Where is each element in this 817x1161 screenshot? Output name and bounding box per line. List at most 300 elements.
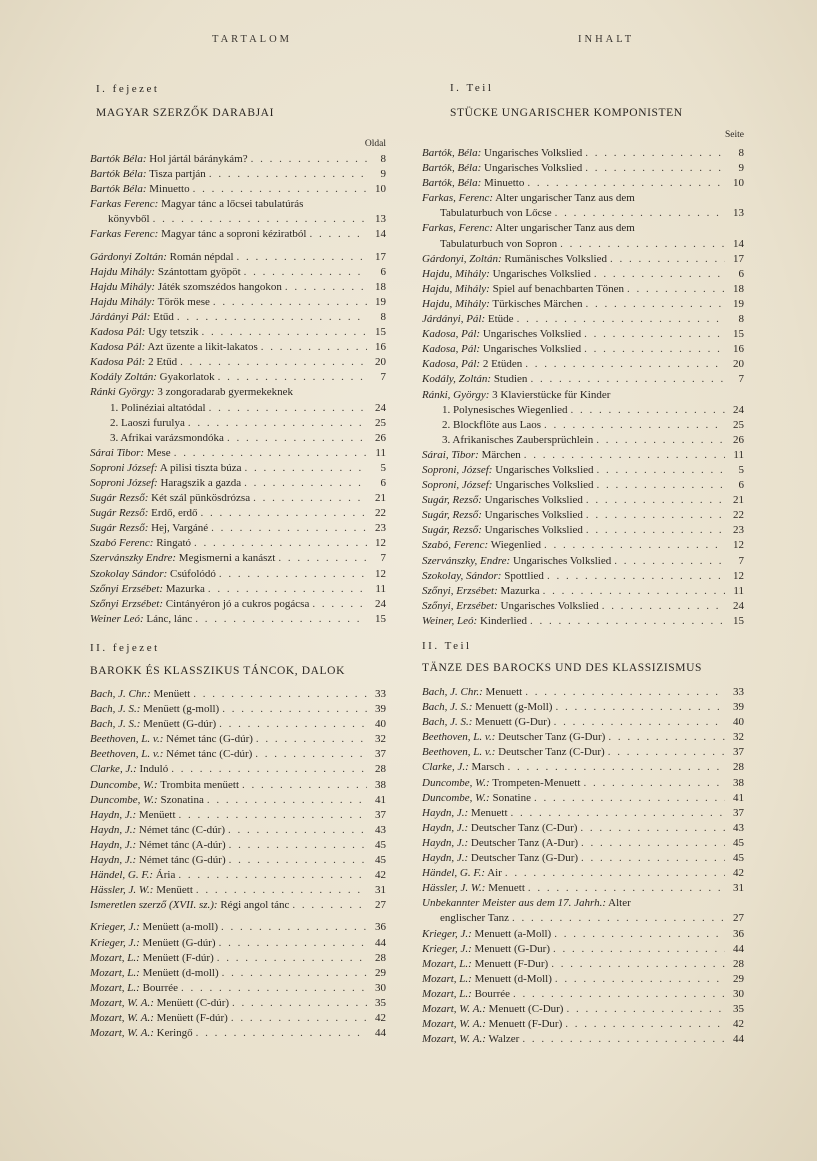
entry-text <box>422 221 635 236</box>
toc-entry <box>422 776 744 791</box>
composer-name: Hässler, J. W.: <box>422 882 486 895</box>
composer-name: Ránki György: <box>90 386 155 399</box>
entry-text <box>442 403 568 418</box>
composer-name: Duncombe, W.: <box>90 778 158 791</box>
piece-title: Játék szomszédos hangokon <box>157 280 282 293</box>
entry-text <box>422 388 610 403</box>
entry-text <box>90 883 193 898</box>
composer-name: Kadosa Pál: <box>90 356 146 369</box>
composer-name: Járdányi Pál: <box>90 310 151 323</box>
composer-name: Krieger, J.: <box>90 921 140 934</box>
entry-text <box>90 951 214 966</box>
page-number: 10 <box>375 183 386 196</box>
composer-name: Unbekannter Meister aus dem 17. Jahrh.: <box>422 897 607 910</box>
composer-name: Járdányi, Pál: <box>422 313 486 326</box>
piece-title: Deutscher Tanz (A-Dur) <box>470 836 579 849</box>
leader-dots <box>608 730 725 745</box>
composer-name: Mozart, L.: <box>422 972 472 985</box>
toc-entry <box>422 851 744 866</box>
piece-title: Menüett (G-dúr) <box>143 718 217 731</box>
leader-dots <box>522 1032 725 1047</box>
entry-text <box>90 355 177 370</box>
toc-entry <box>90 182 386 197</box>
toc-entry <box>422 448 744 463</box>
entry-text <box>110 401 206 416</box>
composer-name: Bach, J. S.: <box>422 716 473 729</box>
group-spacer <box>90 243 386 250</box>
toc-entry <box>90 981 386 996</box>
piece-title: Azt üzente a likit-lakatos <box>147 341 258 354</box>
leader-dots <box>586 523 725 538</box>
piece-title: Bourrée <box>474 987 510 1000</box>
toc-entry <box>90 597 386 612</box>
toc-entry <box>422 554 744 569</box>
composer-name: Haydn, J.: <box>90 808 137 821</box>
toc-entry <box>422 1002 744 1017</box>
composer-name: Clarke, J.: <box>422 761 469 774</box>
entry-text <box>422 191 635 206</box>
composer-name: Szokolay, Sándor: <box>422 569 502 582</box>
entry-text <box>442 433 593 448</box>
toc-entry <box>422 584 744 599</box>
entry-text <box>422 554 611 569</box>
toc-entry <box>90 1026 386 1041</box>
composer-name: Soproni, József: <box>422 479 493 492</box>
page-column-header-de: Seite <box>725 130 744 140</box>
composer-name: Haydn, J.: <box>422 821 469 834</box>
leader-dots <box>597 463 725 478</box>
entry-text <box>90 853 226 868</box>
entry-text <box>422 1017 562 1032</box>
leader-dots <box>586 493 725 508</box>
piece-title: Menüett <box>153 688 191 700</box>
piece-title: Sonatine <box>492 791 531 804</box>
leader-dots <box>312 597 367 612</box>
page-number: 8 <box>738 147 744 159</box>
toc-entry <box>422 760 744 775</box>
composer-name: Gárdonyi Zoltán: <box>90 250 167 263</box>
page-number: 6 <box>738 267 744 280</box>
composer-name: Kadosa, Pál: <box>422 358 481 371</box>
leader-dots <box>555 972 725 987</box>
leader-dots <box>180 355 367 370</box>
leader-dots <box>278 551 367 566</box>
piece-title: Ungarisches Volkslied <box>492 267 591 280</box>
entry-text <box>90 732 253 747</box>
leader-dots <box>524 448 725 463</box>
entry-text <box>422 821 577 836</box>
toc-entry <box>90 966 386 981</box>
entry-text <box>90 808 176 823</box>
piece-title: Csúfolódó <box>170 567 216 580</box>
entry-text <box>90 551 275 566</box>
page-number: 42 <box>733 867 744 880</box>
leader-dots <box>193 182 367 197</box>
toc-entry <box>422 221 744 236</box>
leader-dots <box>505 866 725 881</box>
piece-title: Menüett <box>138 808 176 821</box>
piece-title: Hej, Vargáné <box>151 522 209 535</box>
piece-title: Trompeten-Menuett <box>492 776 581 789</box>
piece-title: 1. Polynesisches Wiegenlied <box>442 403 568 416</box>
toc-entry <box>90 920 386 935</box>
page-number: 13 <box>733 207 744 220</box>
piece-title: Menüett (d-moll) <box>142 966 219 979</box>
toc-entry <box>422 881 744 896</box>
toc-entry <box>422 463 744 478</box>
entry-text <box>90 612 192 627</box>
page-number: 29 <box>375 966 386 979</box>
page-number: 7 <box>380 552 386 565</box>
piece-title: Szonatina <box>160 793 204 806</box>
chapter-2-label-hu: II. fejezet <box>90 642 160 654</box>
leader-dots <box>244 476 367 491</box>
entry-text <box>90 687 190 702</box>
composer-name: Beethoven, L. v.: <box>90 748 164 761</box>
composer-name: Szőnyi, Erzsébet: <box>422 584 498 597</box>
page-number: 41 <box>733 791 744 804</box>
composer-name: Krieger, J.: <box>90 936 140 949</box>
piece-title: Minuetto <box>149 183 190 196</box>
toc-entry <box>422 866 744 881</box>
page-number: 20 <box>375 356 386 369</box>
leader-dots <box>217 951 367 966</box>
piece-title: Keringő <box>156 1027 193 1040</box>
leader-dots <box>534 791 725 806</box>
toc-entry <box>90 853 386 868</box>
entry-text <box>422 569 544 584</box>
leader-dots <box>181 981 367 996</box>
toc-entry <box>422 146 744 161</box>
composer-name: Soproni József: <box>90 476 158 489</box>
page-number: 37 <box>375 748 386 761</box>
page-number: 7 <box>738 373 744 386</box>
toc-entry <box>90 702 386 717</box>
toc-entry <box>90 1011 386 1026</box>
page-number: 39 <box>375 703 386 716</box>
leader-dots <box>219 936 367 951</box>
entry-text <box>90 250 234 265</box>
page-number: 13 <box>375 213 386 226</box>
leader-dots <box>218 370 367 385</box>
leader-dots <box>583 776 725 791</box>
entry-text <box>422 745 605 760</box>
piece-title: Menuett <box>488 882 525 895</box>
piece-title: Német tánc (C-dúr) <box>166 748 253 761</box>
composer-name: Duncombe, W.: <box>422 776 490 789</box>
piece-title: Török mese <box>157 295 210 308</box>
piece-title: Német tánc (C-dúr) <box>138 823 226 836</box>
toc-entry <box>90 551 386 566</box>
piece-title: 3. Afrikanisches Zaubersprüchlein <box>442 433 594 446</box>
composer-name: Farkas Ferenc: <box>90 228 159 241</box>
leader-dots <box>292 898 367 913</box>
piece-title: Walzer <box>488 1033 520 1046</box>
composer-name: Bach, J. S.: <box>422 701 473 714</box>
piece-title: Szántottam gyöpöt <box>157 265 241 278</box>
composer-name: Soproni József: <box>90 461 158 474</box>
page-number: 9 <box>380 168 386 181</box>
piece-title: Német tánc (G-dúr) <box>138 854 226 867</box>
entry-text <box>422 942 550 957</box>
toc-entry <box>90 951 386 966</box>
entry-text <box>422 896 631 911</box>
composer-name: Mozart, L.: <box>422 957 472 970</box>
piece-title: Ungarisches Volkslied <box>482 343 582 356</box>
leader-dots <box>209 401 367 416</box>
piece-title: Cintányéron jó a cukros pogácsa <box>165 597 310 610</box>
toc-entry <box>422 327 744 342</box>
entry-text <box>422 614 527 629</box>
toc-entry <box>422 282 744 297</box>
piece-title: Minuetto <box>484 177 525 190</box>
entry-text <box>442 418 541 433</box>
page-number: 8 <box>738 313 744 326</box>
leader-dots <box>213 295 367 310</box>
leader-dots <box>244 461 367 476</box>
entry-text <box>90 597 309 612</box>
composer-name: Mozart, W. A.: <box>90 1027 154 1040</box>
leader-dots <box>517 312 725 327</box>
toc-entry <box>422 433 744 448</box>
leader-dots <box>544 418 725 433</box>
toc-entry <box>422 972 744 987</box>
entry-text <box>422 357 522 372</box>
page-number: 11 <box>375 582 386 595</box>
page-number: 27 <box>375 899 386 912</box>
piece-title: Kinderlied <box>479 614 527 627</box>
leader-dots <box>261 340 367 355</box>
piece-title: Etüde <box>487 313 514 326</box>
toc-entry <box>422 911 744 926</box>
piece-title: Magyar tánc a lőcsei tabulatúrás <box>161 198 304 211</box>
composer-name: Hajdu Mihály: <box>90 280 156 293</box>
toc-entry <box>422 1032 744 1047</box>
leader-dots <box>543 584 725 599</box>
chapter-2-label-de: II. Teil <box>422 640 472 652</box>
leader-dots <box>584 327 725 342</box>
entry-text <box>422 987 510 1002</box>
page-number: 5 <box>738 463 744 476</box>
entry-text <box>422 327 581 342</box>
leader-dots <box>229 838 367 853</box>
toc-entry <box>90 808 386 823</box>
composer-name: Haydn, J.: <box>90 823 137 836</box>
page-number: 45 <box>375 854 386 867</box>
toc-entry <box>422 191 744 206</box>
piece-title: Menuett (C-Dur) <box>488 1002 564 1015</box>
leader-dots <box>581 836 725 851</box>
leader-dots <box>219 717 367 732</box>
entry-text <box>90 823 225 838</box>
leader-dots <box>560 237 725 252</box>
page-number: 14 <box>375 228 386 241</box>
page-number: 32 <box>733 731 744 744</box>
leader-dots <box>530 614 725 629</box>
entry-text <box>422 806 508 821</box>
toc-entry <box>422 478 744 493</box>
entry-text <box>422 715 551 730</box>
leader-dots <box>231 1011 367 1026</box>
entry-text <box>422 957 548 972</box>
page-number: 6 <box>380 265 386 278</box>
page-number: 12 <box>733 569 744 582</box>
toc-entry <box>422 508 744 523</box>
leader-dots <box>211 521 367 536</box>
page-number: 6 <box>380 476 386 489</box>
composer-name: Händel, G. F.: <box>422 867 486 880</box>
entry-text <box>90 521 208 536</box>
entry-text <box>422 342 581 357</box>
composer-name: Mozart, L.: <box>90 966 140 979</box>
piece-title: Haragszik a gazda <box>160 476 242 489</box>
entry-text <box>422 161 582 176</box>
composer-name: Kadosa Pál: <box>90 326 146 339</box>
entry-text <box>422 176 524 191</box>
composer-name: Bartók, Béla: <box>422 177 482 190</box>
page-number: 44 <box>733 1033 744 1046</box>
composer-name: Gárdonyi, Zoltán: <box>422 252 502 265</box>
leader-dots <box>255 747 367 762</box>
leader-dots <box>251 152 367 167</box>
composer-name: Soproni, József: <box>422 463 493 476</box>
leader-dots <box>193 687 367 702</box>
entry-text <box>422 584 540 599</box>
page-number: 41 <box>375 793 386 806</box>
composer-name: Sárai Tibor: <box>90 446 145 459</box>
toc-entry <box>422 685 744 700</box>
page-number: 7 <box>738 554 744 567</box>
entry-text <box>90 747 252 762</box>
page-number: 11 <box>733 448 744 461</box>
toc-entry <box>422 569 744 584</box>
page-number: 18 <box>375 280 386 293</box>
composer-name: Haydn, J.: <box>422 852 469 865</box>
page-number: 9 <box>738 162 744 175</box>
piece-title: Menüett <box>156 884 193 897</box>
page-number: 15 <box>375 612 386 625</box>
toc-entry <box>90 370 386 385</box>
page-number: 23 <box>733 524 744 537</box>
toc-entry <box>422 957 744 972</box>
page-number: 36 <box>375 921 386 934</box>
piece-title: 2. Laoszi furulya <box>110 416 185 429</box>
composer-name: Sugár Rezső: <box>90 507 149 520</box>
piece-title: Induló <box>139 763 169 776</box>
composer-name: Hajdu Mihály: <box>90 265 156 278</box>
toc-entry <box>422 614 744 629</box>
composer-name: Kadosa, Pál: <box>422 343 481 356</box>
entry-text <box>90 506 198 521</box>
composer-name: Sárai, Tibor: <box>422 448 479 461</box>
toc-entry <box>90 197 386 212</box>
leader-dots <box>209 167 367 182</box>
toc-entry <box>422 538 744 553</box>
piece-title: Spiel auf benachbarten Tönen <box>492 282 625 295</box>
piece-title: Ungarisches Volkslied <box>495 463 594 476</box>
composer-name: Beethoven, L. v.: <box>422 731 496 744</box>
page-number: 37 <box>733 806 744 819</box>
entry-text <box>90 370 215 385</box>
page-number: 44 <box>375 1027 386 1040</box>
piece-title: Menuett (F-Dur) <box>474 957 549 970</box>
piece-title: 2. Blockflöte aus Laos <box>442 418 541 431</box>
composer-name: Ránki, György: <box>422 388 490 401</box>
page-number: 28 <box>733 761 744 774</box>
entry-text <box>422 881 525 896</box>
entry-text <box>90 310 174 325</box>
toc-entry <box>422 312 744 327</box>
toc-entry <box>90 838 386 853</box>
leader-dots <box>566 1002 725 1017</box>
piece-title: Ungarisches Volkslied <box>482 328 582 341</box>
page-number: 43 <box>733 821 744 834</box>
page-number: 38 <box>375 778 386 791</box>
page-number: 38 <box>733 776 744 789</box>
leader-dots <box>565 1017 725 1032</box>
toc-entry <box>422 745 744 760</box>
leader-dots <box>555 700 725 715</box>
piece-title: Ungarisches Volkslied <box>512 554 612 567</box>
composer-name: Krieger, J.: <box>422 942 472 955</box>
page-number: 11 <box>375 446 386 459</box>
toc-entry <box>90 506 386 521</box>
chapter-1-entries-de <box>422 146 744 629</box>
chapter-1-label-hu: I. fejezet <box>96 83 160 95</box>
composer-name: Hässler, J. W.: <box>90 884 154 897</box>
toc-entry <box>90 687 386 702</box>
chapter-1-title-de: STÜCKE UNGARISCHER KOMPONISTEN <box>450 107 683 119</box>
toc-entry <box>422 372 744 387</box>
composer-name: Farkas, Ferenc: <box>422 222 494 235</box>
toc-entry <box>90 793 386 808</box>
piece-title: Menüett (g-moll) <box>143 703 220 716</box>
chapter-2-title-de: TÄNZE DES BAROCKS UND DES KLASSIZISMUS <box>422 662 702 674</box>
piece-title: Ungarisches Volkslied <box>484 494 583 507</box>
entry-text <box>422 267 591 282</box>
toc-entry <box>90 416 386 431</box>
page-number: 17 <box>375 250 386 263</box>
composer-name: Hajdu, Mihály: <box>422 267 490 280</box>
toc-entry <box>422 418 744 433</box>
page-number: 22 <box>733 509 744 522</box>
piece-title: Gyakorlatok <box>159 371 215 384</box>
entry-text <box>422 730 605 745</box>
page-number: 32 <box>375 733 386 746</box>
entry-text <box>422 972 552 987</box>
page-number: 21 <box>733 494 744 507</box>
chapter-1-label-de: I. Teil <box>450 82 494 94</box>
page-number: 12 <box>375 567 386 580</box>
composer-name: Kodály Zoltán: <box>90 371 157 384</box>
leader-dots <box>571 403 725 418</box>
composer-name: Duncombe, W.: <box>422 791 490 804</box>
page-number: 18 <box>733 282 744 295</box>
piece-title: Ária <box>155 869 176 882</box>
entry-text <box>90 182 190 197</box>
entry-text <box>422 791 531 806</box>
leader-dots <box>627 282 725 297</box>
chapter-1-title-hu: MAGYAR SZERZŐK DARABJAI <box>96 107 275 119</box>
toc-entry <box>90 355 386 370</box>
composer-name: Haydn, J.: <box>422 806 469 819</box>
composer-name: Bartók, Béla: <box>422 147 482 159</box>
leader-dots <box>585 161 725 176</box>
piece-title: Menuett <box>485 686 523 698</box>
toc-entry <box>90 401 386 416</box>
page-number: 8 <box>380 153 386 165</box>
entry-text <box>90 1011 228 1026</box>
